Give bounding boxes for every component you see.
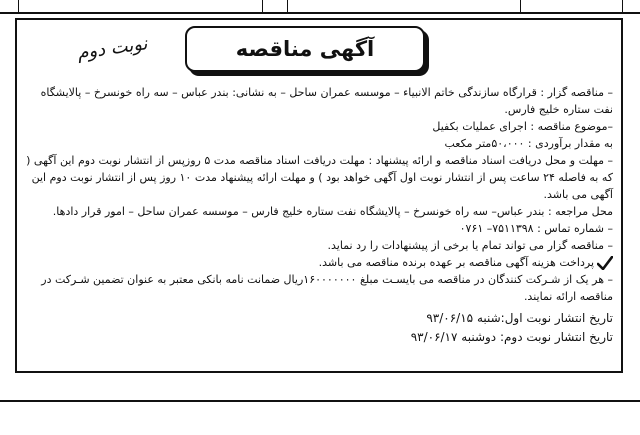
notice-line-subject: –موضوع مناقصه : اجرای عملیات بکفیل bbox=[432, 120, 613, 133]
column-divider bbox=[520, 0, 521, 12]
notice-line-phone: – شماره تماس : ۷۵۱۱۳۹۸– ۰۷۶۱ bbox=[459, 222, 613, 235]
ad-cost-text: پرداخت هزینه آگهی مناقصه بر عهده برنده مناقصه می باشد. bbox=[318, 256, 594, 269]
round-label: نوبت دوم bbox=[75, 33, 149, 64]
notice-line-deadline: – مهلت و محل دریافت اسناد مناقصه و ارائه پیشنهاد : مهلت دریافت اسناد مناقصه مدت ۵ روزپس از انتشار نوبت دوم این آگهی ( که به فاصله ۲۴ ساعت پس از انتشار نوبت اول آگهی خواهد بود ) و مهلت ارائه پیشنهاد مدت ۱۰ روز پس از انتشار نوبت دوم این آگهی می باشد. bbox=[26, 154, 613, 201]
check-mark-icon bbox=[597, 256, 613, 270]
tender-notice bbox=[15, 18, 623, 373]
notice-line-tender-party: – مناقصه گزار : قرارگاه سازندگی خاتم الانبیاء – موسسه عمران ساحل – به نشانی: بندر عباس – سه راه خونسرخ – پالایشگاه نفت ستاره خلیج فارس. bbox=[40, 86, 613, 116]
notice-line-location: محل مراجعه : بندر عباس– سه راه خونسرخ – پالایشگاه نفت ستاره خلیج فارس – موسسه عمران ساحل – امور قرار دادها. bbox=[52, 205, 613, 218]
column-divider bbox=[18, 0, 19, 12]
notice-line-quantity: به مقدار برآوردی : ۵۰،۰۰۰متر مکعب bbox=[444, 137, 613, 150]
notice-title-box bbox=[185, 26, 425, 72]
column-divider bbox=[287, 0, 288, 12]
notice-body bbox=[25, 84, 613, 347]
notice-line-rejection: – مناقصه گزار می تواند تمام یا برخی از پیشنهادات را رد نماید. bbox=[327, 239, 613, 252]
notice-line-ad-cost bbox=[25, 254, 613, 271]
publish-date-first: تاریخ انتشار نوبت اول:شنبه ۹۳/۰۶/۱۵ bbox=[426, 311, 613, 325]
notice-line-guarantee: – هر یک از شـرکت کنندگان در مناقصه می بایسـت مبلغ ۱۶۰۰۰۰۰۰۰ریال ضمانت نامه بانکی معتبر به عنوان تضمین شـرکت در مناقصه ارائه نمایند. bbox=[41, 273, 613, 303]
notice-title: آگهی مناقصه bbox=[235, 37, 375, 61]
publish-date-second: تاریخ انتشار نوبت دوم: دوشنبه ۹۳/۰۶/۱۷ bbox=[410, 330, 613, 344]
column-divider bbox=[622, 0, 623, 12]
column-divider bbox=[262, 0, 263, 12]
bottom-rule bbox=[0, 400, 640, 402]
top-column-rule bbox=[0, 0, 640, 14]
